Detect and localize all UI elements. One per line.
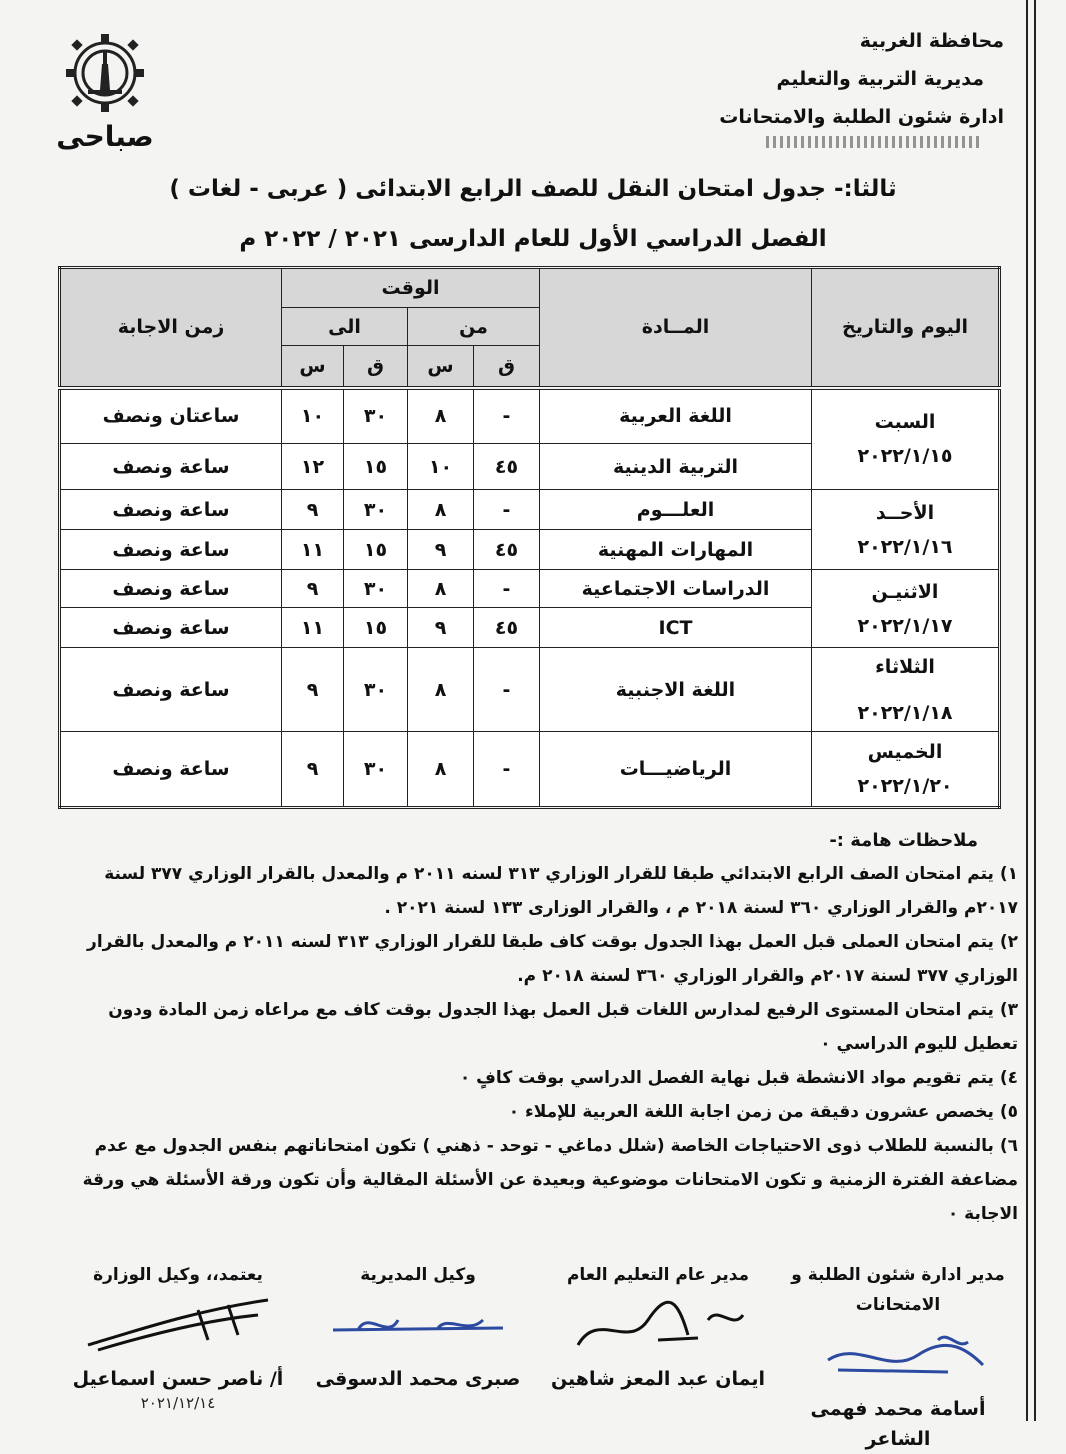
day-cell [812, 648, 1000, 732]
from-hour-cell: ٨ [408, 732, 474, 808]
decorative-divider [766, 136, 981, 148]
day-cell [812, 570, 1000, 648]
to-hour-cell: ١٠ [282, 388, 344, 444]
from-minute-cell: ٤٥ [474, 608, 540, 648]
table-row [60, 388, 1000, 444]
duration-cell: ساعة ونصف [60, 608, 282, 648]
day-cell [812, 490, 1000, 570]
header-subject: المــادة [540, 268, 812, 388]
notes-title: ملاحظات هامة :- [829, 830, 978, 851]
to-minute-cell: ١٥ [344, 444, 408, 490]
day-name: الخميس [867, 741, 943, 763]
from-minute-cell: - [474, 490, 540, 530]
day-date: ٢٠٢٢/١/١٨ [857, 701, 953, 724]
subject-cell: ICT [540, 608, 812, 648]
from-minute-cell: - [474, 388, 540, 444]
from-hour-cell: ٨ [408, 388, 474, 444]
gear-tower-logo-icon [62, 30, 148, 116]
from-minute-cell: ٤٥ [474, 530, 540, 570]
to-hour-cell: ٩ [282, 490, 344, 530]
signature-name: صبرى محمد الدسوقى [315, 1368, 521, 1390]
subject-cell: الرياضيـــات [540, 732, 812, 808]
duration-cell: ساعتان ونصف [60, 388, 282, 444]
page-border [1026, 0, 1036, 1421]
signature-name: أ/ ناصر حسن اسماعيل [72, 1368, 284, 1390]
handwritten-signature-icon [78, 1290, 278, 1360]
header-from: من [408, 308, 540, 346]
handwritten-signature-icon [318, 1290, 518, 1360]
from-minute-cell: - [474, 570, 540, 608]
table-row [60, 570, 1000, 608]
to-minute-cell: ٣٠ [344, 490, 408, 530]
note-item: ٦) بالنسبة للطلاب ذوى الاحتياجات الخاصة (شلل دماغي - توحد - ذهني ) تكون امتحاناتهم بنفس الجدول مع عدم مضاعفة الفترة الزمنية و تكون الامتحانات موضوعية وبعيدة عن الأسئلة المقالية وأن تكون ورقة الأسئلة هي ورقة الاجابة ٠ [82, 1136, 1018, 1224]
table-row [60, 732, 1000, 808]
duration-cell: ساعة ونصف [60, 732, 282, 808]
signature-name: ايمان عبد المعز شاهين [550, 1368, 766, 1390]
header-to-minute: ق [344, 346, 408, 388]
subject-cell: اللغة العربية [540, 388, 812, 444]
logo-caption: صباحى [56, 120, 154, 153]
note-item: ٢) يتم امتحان العملى قبل العمل بهذا الجدول بوقت كاف طبقا للقرار الوزاري ٣١٣ لسنه ٢٠١١ م والمعدل بالقرار الوزاري ٣٧٧ لسنة ٢٠١٧م والقرار الوزاري ٣٦٠ لسنة ٢٠١٨ م. [87, 932, 1018, 986]
to-hour-cell: ١١ [282, 608, 344, 648]
signature-ministry-deputy [58, 1260, 298, 1410]
notes-section [58, 830, 1018, 1231]
directorate-name: مديرية التربية والتعليم [776, 68, 984, 90]
table-row [60, 648, 1000, 732]
day-date: ٢٠٢٢/١/١٧ [857, 614, 953, 637]
subject-cell: الدراسات الاجتماعية [540, 570, 812, 608]
day-name: الأحــد [875, 501, 935, 524]
from-minute-cell: - [474, 648, 540, 732]
duration-cell: ساعة ونصف [60, 444, 282, 490]
to-hour-cell: ٩ [282, 570, 344, 608]
table-row [60, 490, 1000, 530]
header-duration: زمن الاجابة [60, 268, 282, 388]
subject-cell: اللغة الاجنبية [540, 648, 812, 732]
header-from-hour: س [408, 346, 474, 388]
to-minute-cell: ٣٠ [344, 570, 408, 608]
signatures-block [58, 1260, 1018, 1450]
day-name: الثلاثاء [875, 655, 935, 678]
handwritten-signature-icon [798, 1320, 998, 1390]
from-hour-cell: ١٠ [408, 444, 474, 490]
day-date: ٢٠٢٢/١/١٦ [857, 535, 953, 558]
header-from-minute: ق [474, 346, 540, 388]
duration-cell: ساعة ونصف [60, 530, 282, 570]
from-hour-cell: ٨ [408, 490, 474, 530]
semester-title: الفصل الدراسي الأول للعام الدارسى ٢٠٢١ / ٢٠٢٢ م [239, 226, 827, 252]
department-name: ادارة شئون الطلبة والامتحانات [719, 106, 1004, 128]
day-cell [812, 388, 1000, 490]
schedule-title: ثالثا:- جدول امتحان النقل للصف الرابع الابتدائى ( عربى - لغات ) [169, 176, 897, 202]
day-date: ٢٠٢٢/١/١٥ [857, 445, 953, 468]
logo [55, 30, 155, 160]
header-to: الى [282, 308, 408, 346]
note-item: ١) يتم امتحان الصف الرابع الابتدائي طبقا للقرار الوزاري ٣١٣ لسنه ٢٠١١ م والمعدل بالقرار الوزاري ٣٧٧ لسنة ٢٠١٧م والقرار الوزاري ٣٦٠ لسنة ٢٠١٨ م ، والقرار الوزارى ١٣٣ لسنة ٢٠٢١ . [104, 864, 1018, 918]
header-day-date: اليوم والتاريخ [812, 268, 1000, 388]
day-name: الاثنيـن [871, 580, 939, 603]
from-hour-cell: ٩ [408, 608, 474, 648]
signature-role: وكيل المديرية [360, 1265, 476, 1285]
to-hour-cell: ٩ [282, 648, 344, 732]
header-time: الوقت [282, 268, 540, 308]
to-hour-cell: ١٢ [282, 444, 344, 490]
header-to-hour: س [282, 346, 344, 388]
to-minute-cell: ٣٠ [344, 648, 408, 732]
duration-cell: ساعة ونصف [60, 570, 282, 608]
from-hour-cell: ٩ [408, 530, 474, 570]
duration-cell: ساعة ونصف [60, 490, 282, 530]
to-minute-cell: ٣٠ [344, 388, 408, 444]
signature-role: مدير عام التعليم العام [566, 1265, 750, 1285]
governorate-name: محافظة الغربية [859, 30, 1004, 52]
from-hour-cell: ٨ [408, 570, 474, 608]
to-minute-cell: ١٥ [344, 608, 408, 648]
day-cell [812, 732, 1000, 808]
signature-name: أسامة محمد فهمى الشاعر [810, 1398, 986, 1450]
from-minute-cell: ٤٥ [474, 444, 540, 490]
subject-cell: المهارات المهنية [540, 530, 812, 570]
day-name: السبت [874, 411, 936, 434]
to-minute-cell: ٣٠ [344, 732, 408, 808]
signature-student-affairs [778, 1260, 1018, 1450]
signature-role: يعتمد،، وكيل الوزارة [93, 1265, 263, 1285]
from-minute-cell: - [474, 732, 540, 808]
note-item: ٤) يتم تقويم مواد الانشطة قبل نهاية الفصل الدراسي بوقت كافٍ ٠ [459, 1068, 1018, 1088]
signature-directorate-deputy [298, 1260, 538, 1410]
letterhead [644, 22, 1004, 136]
from-hour-cell: ٨ [408, 648, 474, 732]
exam-schedule-table [58, 266, 1001, 809]
duration-cell: ساعة ونصف [60, 648, 282, 732]
signature-date: ٢٠٢١/١٢/١٤ [140, 1394, 216, 1412]
handwritten-signature-icon [558, 1290, 758, 1360]
to-minute-cell: ١٥ [344, 530, 408, 570]
to-hour-cell: ١١ [282, 530, 344, 570]
subject-cell: العلـــوم [540, 490, 812, 530]
subject-cell: التربية الدينية [540, 444, 812, 490]
signature-role: مدير ادارة شئون الطلبة و الامتحانات [791, 1265, 1005, 1315]
note-item: ٣) يتم امتحان المستوى الرفيع لمدارس اللغات قبل العمل بهذا الجدول بوقت كاف مع مراعاه زمن المادة ودون تعطيل لليوم الدراسي ٠ [108, 1000, 1018, 1054]
signature-general-education [538, 1260, 778, 1410]
day-date: ٢٠٢٢/١/٢٠ [857, 775, 953, 797]
note-item: ٥) يخصص عشرون دقيقة من زمن اجابة اللغة العربية للإملاء ٠ [508, 1102, 1018, 1122]
to-hour-cell: ٩ [282, 732, 344, 808]
